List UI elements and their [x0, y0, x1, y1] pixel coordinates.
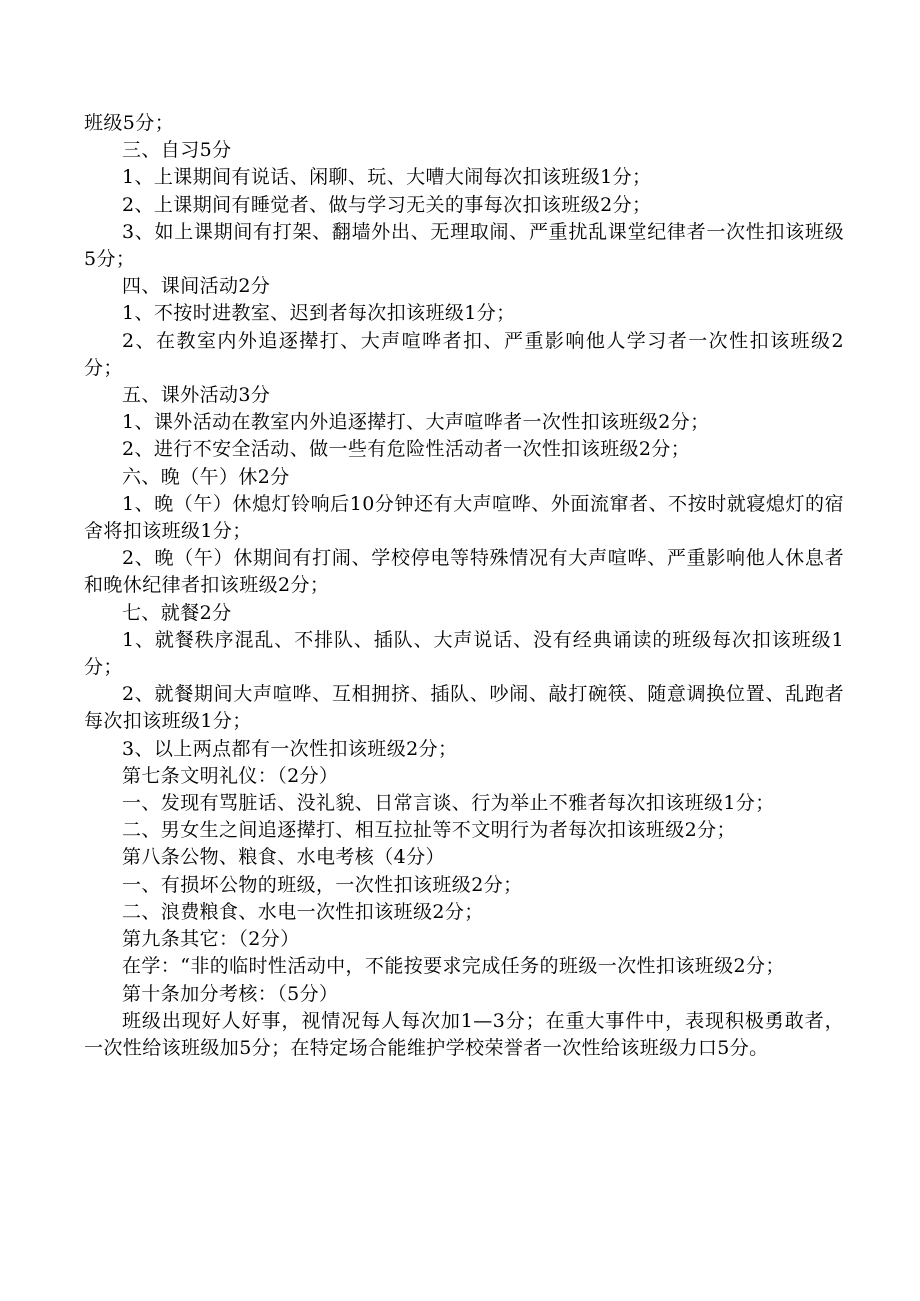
rule-self-study-2: 2、上课期间有睡觉者、做与学习无关的事每次扣该班级2分； — [122, 193, 652, 216]
article-8-rule-1: 一、有损坏公物的班级，一次性扣该班级2分； — [122, 873, 523, 896]
rule-break-activity-1: 1、不按时进教室、迟到者每次扣该班级1分； — [122, 302, 516, 325]
document-body — [84, 110, 844, 1062]
article-8-rule-2: 二、浪费粮食、水电一次性扣该班级2分； — [122, 900, 484, 923]
rule-dining-3: 3、以上两点都有一次性扣该班级2分； — [122, 737, 458, 760]
heading-extracurricular: 五、课外活动3分 — [122, 384, 271, 407]
paragraph-class-5-points: 班级5分； — [84, 112, 175, 134]
article-10-rule: 班级出现好人好事，视情况每人每次加1—3分；在重大事件中，表现积极勇敢者，一次性给该班级加5分；在特定场合能维护学校荣誉者一次性给该班级力口5分。 — [84, 1009, 844, 1059]
heading-rest: 六、晚（午）休2分 — [122, 465, 290, 488]
rule-break-activity-2: 2、在教室内外追逐撵打、大声喧哗者扣、严重影响他人学习者一次性扣该班级2分； — [84, 329, 844, 379]
article-7-heading: 第七条文明礼仪：（2分） — [122, 764, 339, 787]
heading-self-study: 三、自习5分 — [122, 139, 232, 162]
rule-rest-1: 1、晚（午）休熄灯铃响后10分钟还有大声喧哗、外面流窜者、不按时就寝熄灯的宿舍将扣该班级1分； — [84, 492, 844, 543]
rule-dining-1: 1、就餐秩序混乱、不排队、插队、大声说话、没有经典诵读的班级每次扣该班级1分； — [84, 628, 844, 679]
rule-extracurricular-1: 1、课外活动在教室内外追逐撵打、大声喧哗者一次性扣该班级2分； — [122, 411, 710, 434]
rule-self-study-1: 1、上课期间有说话、闲聊、玩、大嘈大闹每次扣该班级1分； — [122, 166, 652, 189]
article-10-heading: 第十条加分考核：（5分） — [122, 982, 339, 1005]
rule-rest-2: 2、晚（午）休期间有打闹、学校停电等特殊情况有大声喧哗、严重影响他人休息者和晚休纪律者扣该班级2分； — [84, 547, 844, 597]
rule-dining-2: 2、就餐期间大声喧哗、互相拥挤、插队、吵闹、敲打碗筷、随意调换位置、乱跑者每次扣该班级1分； — [84, 683, 844, 733]
heading-break-activity: 四、课间活动2分 — [122, 275, 271, 298]
article-7-rule-1: 一、发现有骂脏话、没礼貌、日常言谈、行为举止不雅者每次扣该班级1分； — [122, 792, 775, 815]
rule-self-study-3: 3、如上课期间有打架、翻墙外出、无理取闹、严重扰乱课堂纪律者一次性扣该班级5分； — [84, 220, 844, 271]
article-9-rule: 在学：“非的临时性活动中，不能按要求完成任务的班级一次性扣该班级2分； — [122, 955, 785, 978]
rule-extracurricular-2: 2、进行不安全活动、做一些有危险性活动者一次性扣该班级2分； — [122, 438, 691, 461]
article-9-heading: 第九条其它：（2分） — [122, 928, 300, 951]
heading-dining: 七、就餐2分 — [122, 601, 232, 624]
article-7-rule-2: 二、男女生之间追逐撵打、相互拉扯等不文明行为者每次扣该班级2分； — [122, 819, 736, 842]
article-8-heading: 第八条公物、粮食、水电考核（4分） — [122, 846, 445, 869]
